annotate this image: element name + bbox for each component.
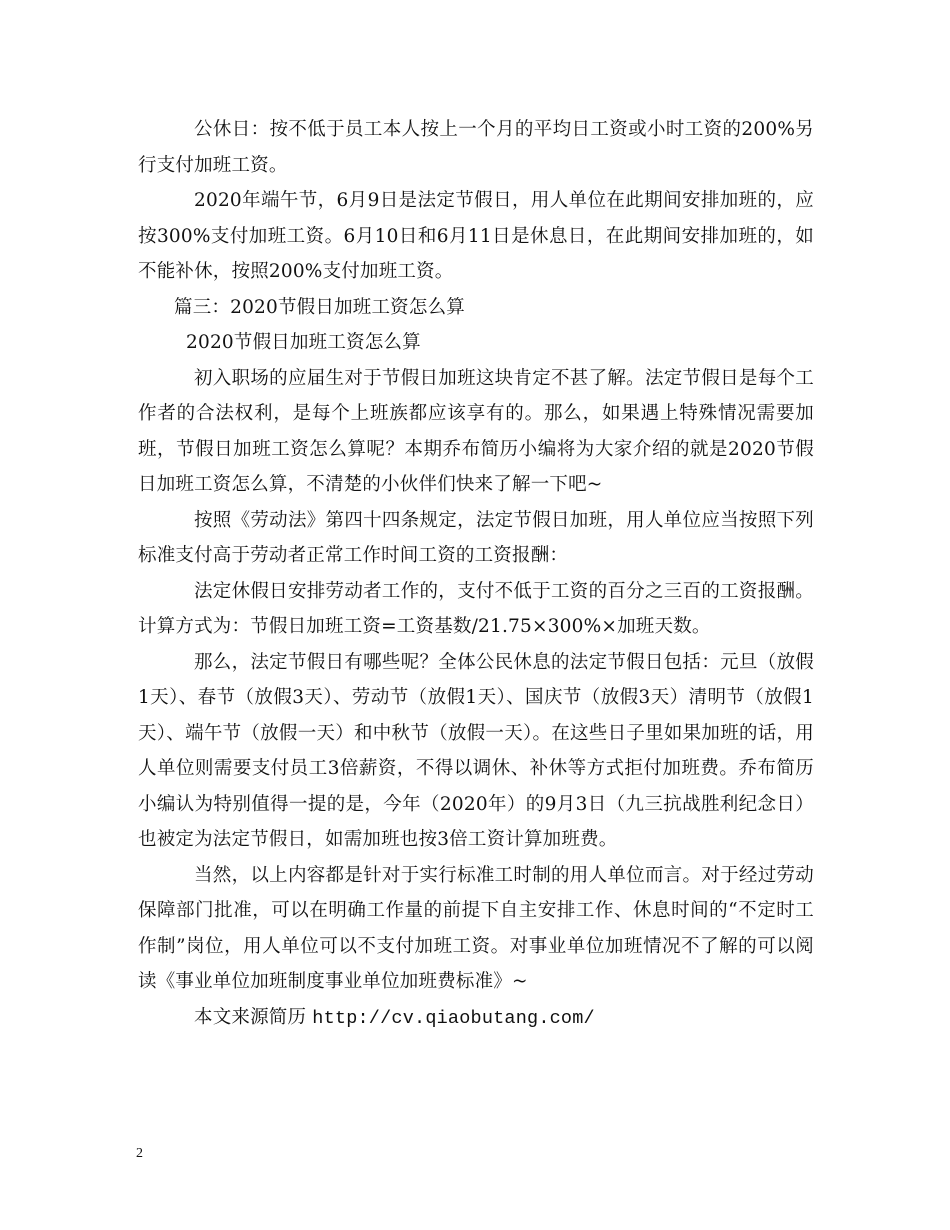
paragraph-public-holiday-rule: 公休日：按不低于员工本人按上一个月的平均日工资或小时工资的200%另行支付加班工资。 xyxy=(138,119,814,176)
section-heading: 篇三：2020节假日加班工资怎么算 xyxy=(174,296,465,318)
paragraph-holiday-list: 那么，法定节假日有哪些呢？全体公民休息的法定节假日包括：元旦（放假1天）、春节（放假3天）、劳动节（放假1天）、国庆节（放假3天）清明节（放假1天）、端午节（放假一天）和中秋节（放假一天）。在这些日子里如果加班的话，用人单位则需要支付员工3倍薪资，不得以调休、补休等方式拒付加班费。乔布简历小编认为特别值得一提的是，今年（2020年）的9月3日（九三抗战胜利纪念日）也被定为法定节假日，如需加班也按3倍工资计算加班费。 xyxy=(138,651,814,850)
paragraph-labor-law: 按照《劳动法》第四十四条规定，法定节假日加班，用人单位应当按照下列标准支付高于劳动者正常工作时间工资的工资报酬： xyxy=(138,509,814,566)
paragraph-dragon-boat-festival: 2020年端午节，6月9日是法定节假日，用人单位在此期间安排加班的，应按300%支付加班工资。6月10日和6月11日是休息日，在此期间安排加班的，如不能补休，按照200%支付加班工资。 xyxy=(138,190,814,282)
source-url-link[interactable]: http://cv.qiaobutang.com/ xyxy=(312,1007,595,1029)
paragraph-intro: 初入职场的应届生对于节假日加班这块肯定不甚了解。法定节假日是每个工作者的合法权利，是每个上班族都应该享有的。那么，如果遇上特殊情况需要加班，节假日加班工资怎么算呢？本期乔布简历小编将为大家介绍的就是2020节假日加班工资怎么算，不清楚的小伙伴们快来了解一下吧~ xyxy=(138,367,814,495)
section-subheading: 2020节假日加班工资怎么算 xyxy=(186,332,421,353)
paragraph-standard-hours: 当然，以上内容都是针对于实行标准工时制的用人单位而言。对于经过劳动保障部门批准，可以在明确工作量的前提下自主安排工作、休息时间的“不定时工作制”岗位，用人单位可以不支付加班工资。对事业单位加班情况不了解的可以阅读《事业单位加班制度事业单位加班费标准》~ xyxy=(138,864,814,992)
paragraph-calculation: 法定休假日安排劳动者工作的，支付不低于工资的百分之三百的工资报酬。计算方式为：节假日加班工资=工资基数/21.75×300%×加班天数。 xyxy=(138,580,814,637)
document-body xyxy=(138,112,814,1036)
source-label: 本文来源简历 xyxy=(194,1006,307,1028)
page-number: 2 xyxy=(136,1146,143,1161)
source-line xyxy=(138,1000,814,1037)
